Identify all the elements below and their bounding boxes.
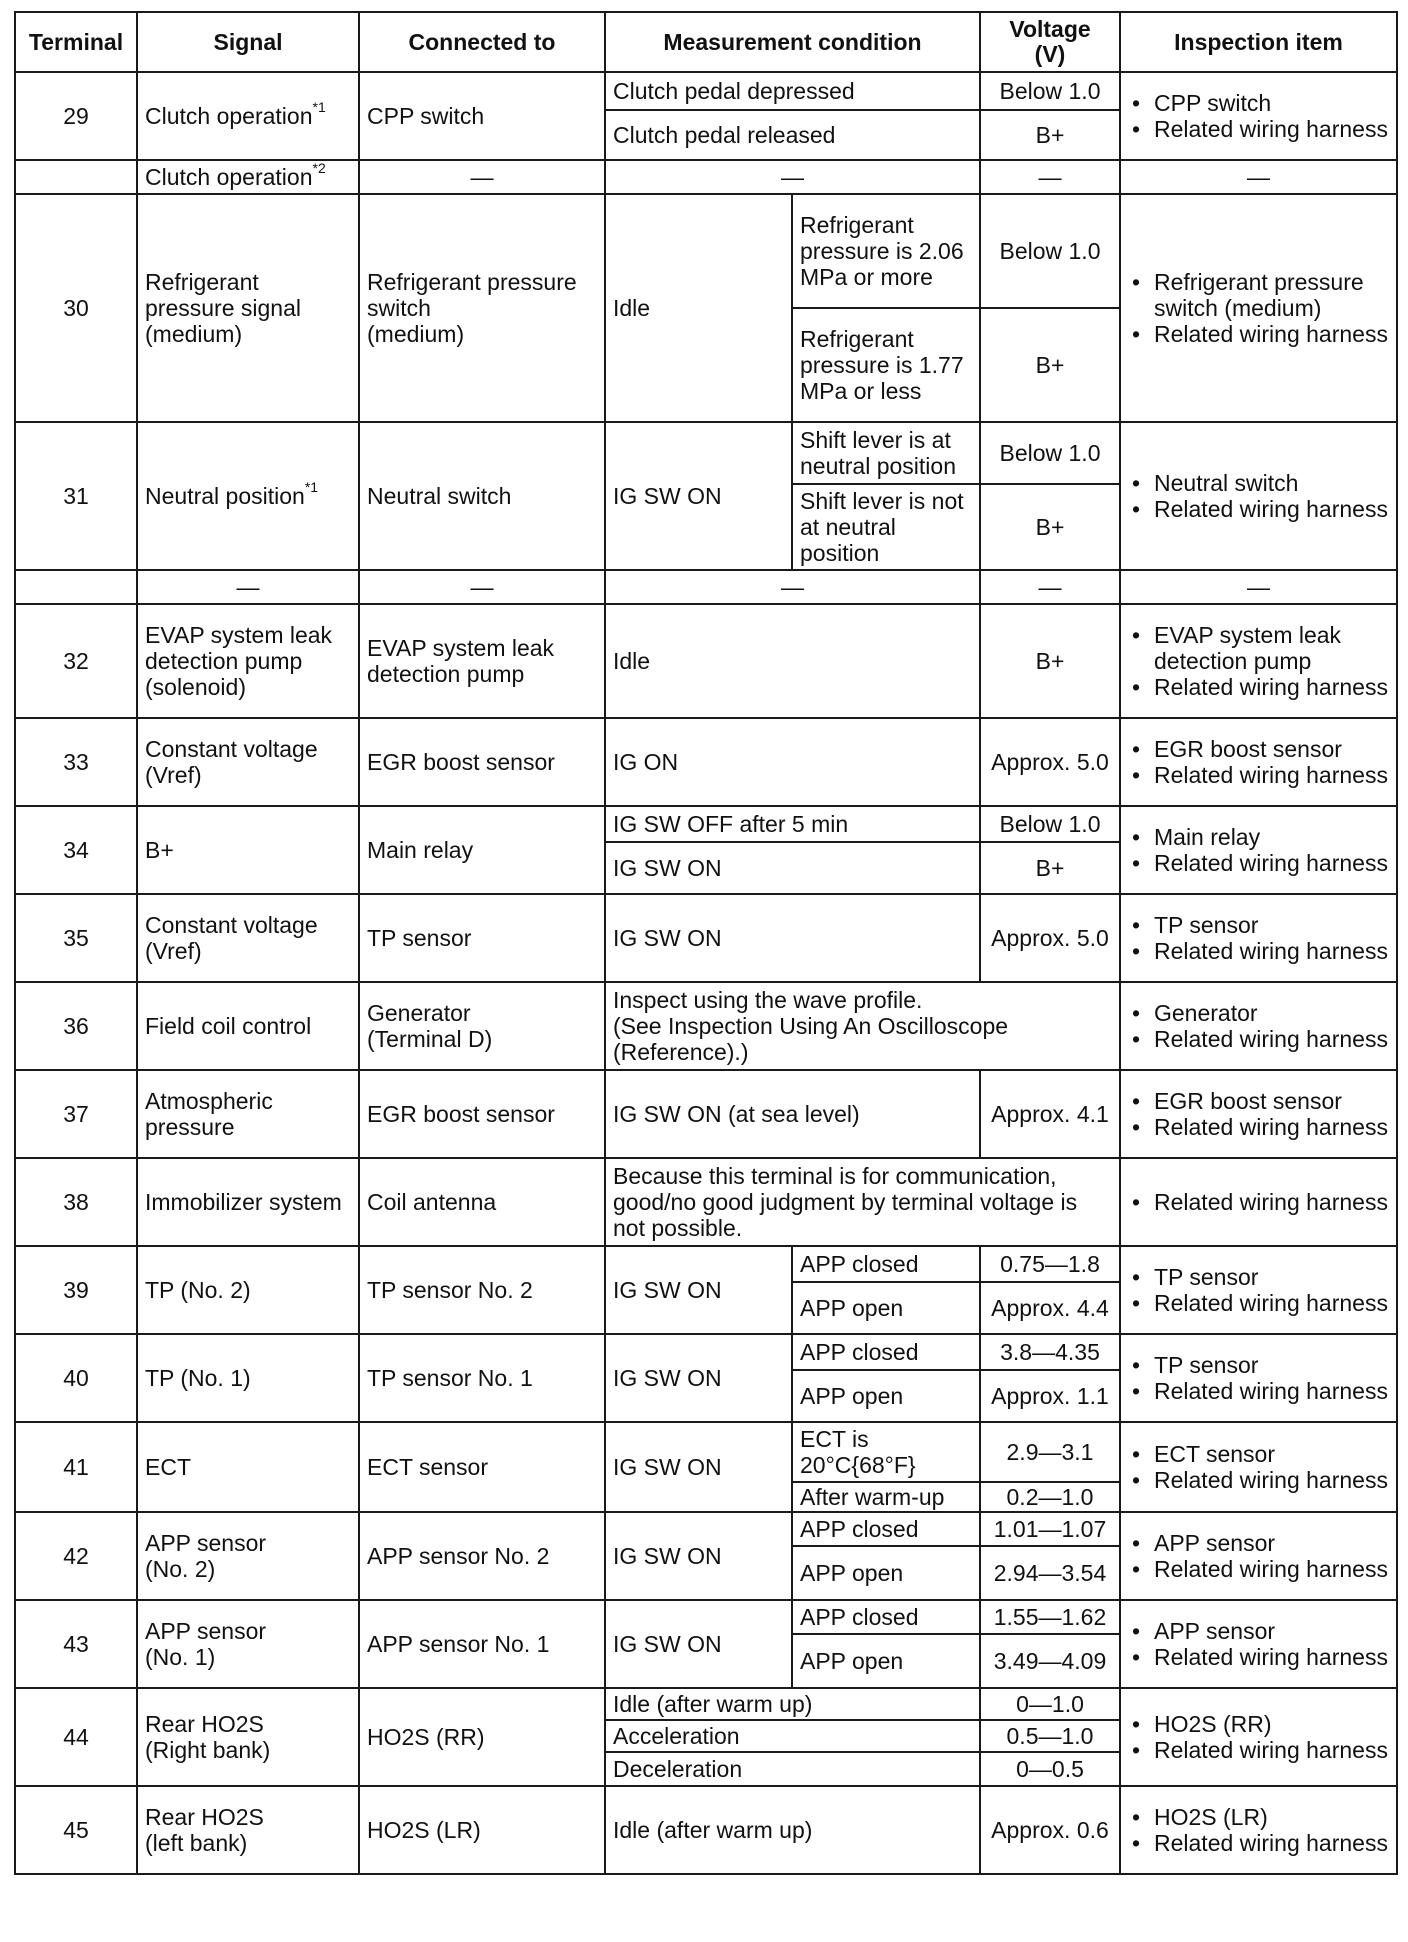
table-row <box>15 1070 1397 1158</box>
inspection-cell: — <box>1120 160 1397 194</box>
table-row <box>15 160 1397 194</box>
inspection-cell: • APP sensor • Related wiring harness <box>1120 1512 1397 1600</box>
terminal-number: 33 <box>15 718 137 806</box>
table-row <box>15 604 1397 718</box>
inspection-cell: • CPP switch • Related wiring harness <box>1120 72 1397 160</box>
voltage-cell: Below 1.0 <box>980 72 1120 110</box>
connected-to-cell: CPP switch <box>359 72 605 160</box>
inspection-cell: — <box>1120 570 1397 604</box>
terminal-number <box>15 570 137 604</box>
voltage-cell: 0.5—1.0 <box>980 1720 1120 1752</box>
inspection-cell: • HO2S (RR) • Related wiring harness <box>1120 1688 1397 1786</box>
header-signal: Signal <box>137 12 359 72</box>
voltage-cell: 2.94—3.54 <box>980 1546 1120 1600</box>
voltage-cell: 0.2—1.0 <box>980 1482 1120 1512</box>
voltage-cell: Below 1.0 <box>980 422 1120 484</box>
inspection-cell: • Neutral switch • Related wiring harness <box>1120 422 1397 570</box>
condition-cell: Inspect using the wave profile. (See Inspection Using An Oscilloscope (Reference).) <box>605 982 1120 1070</box>
condition-cell: IG SW ON <box>605 1334 792 1422</box>
condition-cell: IG SW ON <box>605 1246 792 1334</box>
sub-condition-cell: APP open <box>792 1282 980 1334</box>
terminal-number: 30 <box>15 194 137 422</box>
signal-cell: Clutch operation$^{*1}$ <box>137 72 359 160</box>
condition-cell: IG SW ON <box>605 1422 792 1512</box>
signal-cell: Atmospheric pressure <box>137 1070 359 1158</box>
signal-cell: ECT <box>137 1422 359 1512</box>
sub-condition-cell: APP open <box>792 1634 980 1688</box>
terminal-number: 29 <box>15 72 137 160</box>
table-row <box>15 1512 1397 1546</box>
voltage-cell: Below 1.0 <box>980 194 1120 308</box>
inspection-cell: • Generator • Related wiring harness <box>1120 982 1397 1070</box>
header-measurement-condition: Measurement condition <box>605 12 980 72</box>
inspection-cell: • Refrigerant pressure switch (medium) • Related wiring harness <box>1120 194 1397 422</box>
inspection-cell: • Related wiring harness <box>1120 1158 1397 1246</box>
signal-cell: TP (No. 1) <box>137 1334 359 1422</box>
inspection-cell: • EGR boost sensor • Related wiring harness <box>1120 1070 1397 1158</box>
sub-condition-cell: Shift lever is at neutral position <box>792 422 980 484</box>
signal-cell: Clutch operation$^{*2}$ <box>137 160 359 194</box>
signal-cell: Neutral position$^{*1}$ <box>137 422 359 570</box>
table-row <box>15 894 1397 982</box>
condition-cell: IG SW ON <box>605 422 792 570</box>
connected-to-cell: TP sensor No. 1 <box>359 1334 605 1422</box>
signal-cell: Field coil control <box>137 982 359 1070</box>
terminal-number: 45 <box>15 1786 137 1874</box>
voltage-cell: Approx. 0.6 <box>980 1786 1120 1874</box>
inspection-cell: • APP sensor • Related wiring harness <box>1120 1600 1397 1688</box>
terminal-number: 40 <box>15 1334 137 1422</box>
table-row <box>15 1688 1397 1720</box>
terminal-number: 41 <box>15 1422 137 1512</box>
terminal-number: 38 <box>15 1158 137 1246</box>
signal-cell: Immobilizer system <box>137 1158 359 1246</box>
connected-to-cell: Generator (Terminal D) <box>359 982 605 1070</box>
header-row <box>15 12 1397 72</box>
connected-to-cell: APP sensor No. 2 <box>359 1512 605 1600</box>
terminal-number: 37 <box>15 1070 137 1158</box>
voltage-cell: Below 1.0 <box>980 806 1120 842</box>
connected-to-cell: EGR boost sensor <box>359 1070 605 1158</box>
condition-cell: IG SW ON <box>605 894 980 982</box>
voltage-cell: 2.9—3.1 <box>980 1422 1120 1482</box>
connected-to-cell: HO2S (RR) <box>359 1688 605 1786</box>
sub-condition-cell: APP closed <box>792 1512 980 1546</box>
terminal-number: 32 <box>15 604 137 718</box>
condition-cell: IG SW OFF after 5 min <box>605 806 980 842</box>
table-row <box>15 422 1397 484</box>
voltage-cell: — <box>980 570 1120 604</box>
sub-condition-cell: Shift lever is not at neutral position <box>792 484 980 570</box>
condition-cell: — <box>605 160 980 194</box>
signal-cell: APP sensor (No. 2) <box>137 1512 359 1600</box>
signal-cell: — <box>137 570 359 604</box>
sub-condition-cell: APP open <box>792 1546 980 1600</box>
connected-to-cell: — <box>359 160 605 194</box>
connected-to-cell: APP sensor No. 1 <box>359 1600 605 1688</box>
voltage-cell: — <box>980 160 1120 194</box>
voltage-cell: 3.49—4.09 <box>980 1634 1120 1688</box>
table-row <box>15 1600 1397 1634</box>
condition-cell: Idle (after warm up) <box>605 1786 980 1874</box>
condition-cell: IG SW ON (at sea level) <box>605 1070 980 1158</box>
condition-cell: — <box>605 570 980 604</box>
header-inspection-item: Inspection item <box>1120 12 1397 72</box>
table-row <box>15 1786 1397 1874</box>
sub-condition-cell: Refrigerant pressure is 1.77 MPa or less <box>792 308 980 422</box>
voltage-cell: 0—0.5 <box>980 1752 1120 1786</box>
condition-cell: Acceleration <box>605 1720 980 1752</box>
sub-condition-cell: Refrigerant pressure is 2.06 MPa or more <box>792 194 980 308</box>
connected-to-cell: Refrigerant pressure switch (medium) <box>359 194 605 422</box>
table-row <box>15 194 1397 308</box>
signal-cell: Constant voltage (Vref) <box>137 894 359 982</box>
voltage-cell: 1.55—1.62 <box>980 1600 1120 1634</box>
inspection-cell: • TP sensor • Related wiring harness <box>1120 894 1397 982</box>
inspection-cell: • ECT sensor • Related wiring harness <box>1120 1422 1397 1512</box>
signal-cell: Rear HO2S (Right bank) <box>137 1688 359 1786</box>
voltage-cell: Approx. 4.1 <box>980 1070 1120 1158</box>
header-connected-to: Connected to <box>359 12 605 72</box>
voltage-cell: B+ <box>980 308 1120 422</box>
header-terminal: Terminal <box>15 12 137 72</box>
table-row <box>15 1158 1397 1246</box>
connected-to-cell: EGR boost sensor <box>359 718 605 806</box>
inspection-cell: • HO2S (LR) • Related wiring harness <box>1120 1786 1397 1874</box>
voltage-cell: B+ <box>980 110 1120 160</box>
signal-cell: Refrigerant pressure signal (medium) <box>137 194 359 422</box>
terminal-number: 39 <box>15 1246 137 1334</box>
terminal-number <box>15 160 137 194</box>
signal-cell: EVAP system leak detection pump (solenoid) <box>137 604 359 718</box>
table-row <box>15 806 1397 842</box>
connected-to-cell: EVAP system leak detection pump <box>359 604 605 718</box>
table-row <box>15 72 1397 110</box>
signal-cell: Rear HO2S (left bank) <box>137 1786 359 1874</box>
connected-to-cell: — <box>359 570 605 604</box>
terminal-number: 42 <box>15 1512 137 1600</box>
voltage-cell: 1.01—1.07 <box>980 1512 1120 1546</box>
voltage-cell: Approx. 4.4 <box>980 1282 1120 1334</box>
voltage-cell: B+ <box>980 604 1120 718</box>
condition-cell: IG SW ON <box>605 842 980 894</box>
condition-cell: Idle <box>605 194 792 422</box>
table-row <box>15 718 1397 806</box>
sub-condition-cell: APP closed <box>792 1600 980 1634</box>
table-row <box>15 1334 1397 1370</box>
condition-cell: IG SW ON <box>605 1512 792 1600</box>
terminal-number: 35 <box>15 894 137 982</box>
connected-to-cell: ECT sensor <box>359 1422 605 1512</box>
inspection-cell: • TP sensor • Related wiring harness <box>1120 1246 1397 1334</box>
terminal-inspection-table <box>14 11 1398 1875</box>
signal-cell: APP sensor (No. 1) <box>137 1600 359 1688</box>
signal-cell: Constant voltage (Vref) <box>137 718 359 806</box>
connected-to-cell: HO2S (LR) <box>359 1786 605 1874</box>
voltage-cell: 0—1.0 <box>980 1688 1120 1720</box>
sub-condition-cell: APP closed <box>792 1246 980 1282</box>
terminal-number: 34 <box>15 806 137 894</box>
signal-cell: B+ <box>137 806 359 894</box>
condition-cell: Clutch pedal depressed <box>605 72 980 110</box>
condition-cell: Because this terminal is for communication, good/no good judgment by terminal voltage is not possible. <box>605 1158 1120 1246</box>
terminal-number: 31 <box>15 422 137 570</box>
condition-cell: Idle (after warm up) <box>605 1688 980 1720</box>
connected-to-cell: Main relay <box>359 806 605 894</box>
terminal-number: 36 <box>15 982 137 1070</box>
table-row <box>15 1422 1397 1482</box>
inspection-cell: • Main relay • Related wiring harness <box>1120 806 1397 894</box>
voltage-cell: 0.75—1.8 <box>980 1246 1120 1282</box>
condition-cell: Deceleration <box>605 1752 980 1786</box>
terminal-number: 44 <box>15 1688 137 1786</box>
connected-to-cell: Coil antenna <box>359 1158 605 1246</box>
table-row <box>15 570 1397 604</box>
voltage-cell: Approx. 1.1 <box>980 1370 1120 1422</box>
sub-condition-cell: APP open <box>792 1370 980 1422</box>
voltage-cell: 3.8—4.35 <box>980 1334 1120 1370</box>
signal-cell: TP (No. 2) <box>137 1246 359 1334</box>
condition-cell: Clutch pedal released <box>605 110 980 160</box>
sub-condition-cell: ECT is 20°C{68°F} <box>792 1422 980 1482</box>
voltage-cell: Approx. 5.0 <box>980 718 1120 806</box>
sub-condition-cell: After warm-up <box>792 1482 980 1512</box>
voltage-cell: Approx. 5.0 <box>980 894 1120 982</box>
sub-condition-cell: APP closed <box>792 1334 980 1370</box>
table-row <box>15 1246 1397 1282</box>
connected-to-cell: Neutral switch <box>359 422 605 570</box>
condition-cell: IG SW ON <box>605 1600 792 1688</box>
condition-cell: Idle <box>605 604 980 718</box>
voltage-cell: B+ <box>980 842 1120 894</box>
inspection-cell: • EGR boost sensor • Related wiring harness <box>1120 718 1397 806</box>
inspection-cell: • TP sensor • Related wiring harness <box>1120 1334 1397 1422</box>
inspection-cell: • EVAP system leak detection pump • Related wiring harness <box>1120 604 1397 718</box>
header-voltage: Voltage (V) <box>980 12 1120 72</box>
connected-to-cell: TP sensor <box>359 894 605 982</box>
voltage-cell: B+ <box>980 484 1120 570</box>
terminal-number: 43 <box>15 1600 137 1688</box>
condition-cell: IG ON <box>605 718 980 806</box>
connected-to-cell: TP sensor No. 2 <box>359 1246 605 1334</box>
table-row <box>15 982 1397 1070</box>
